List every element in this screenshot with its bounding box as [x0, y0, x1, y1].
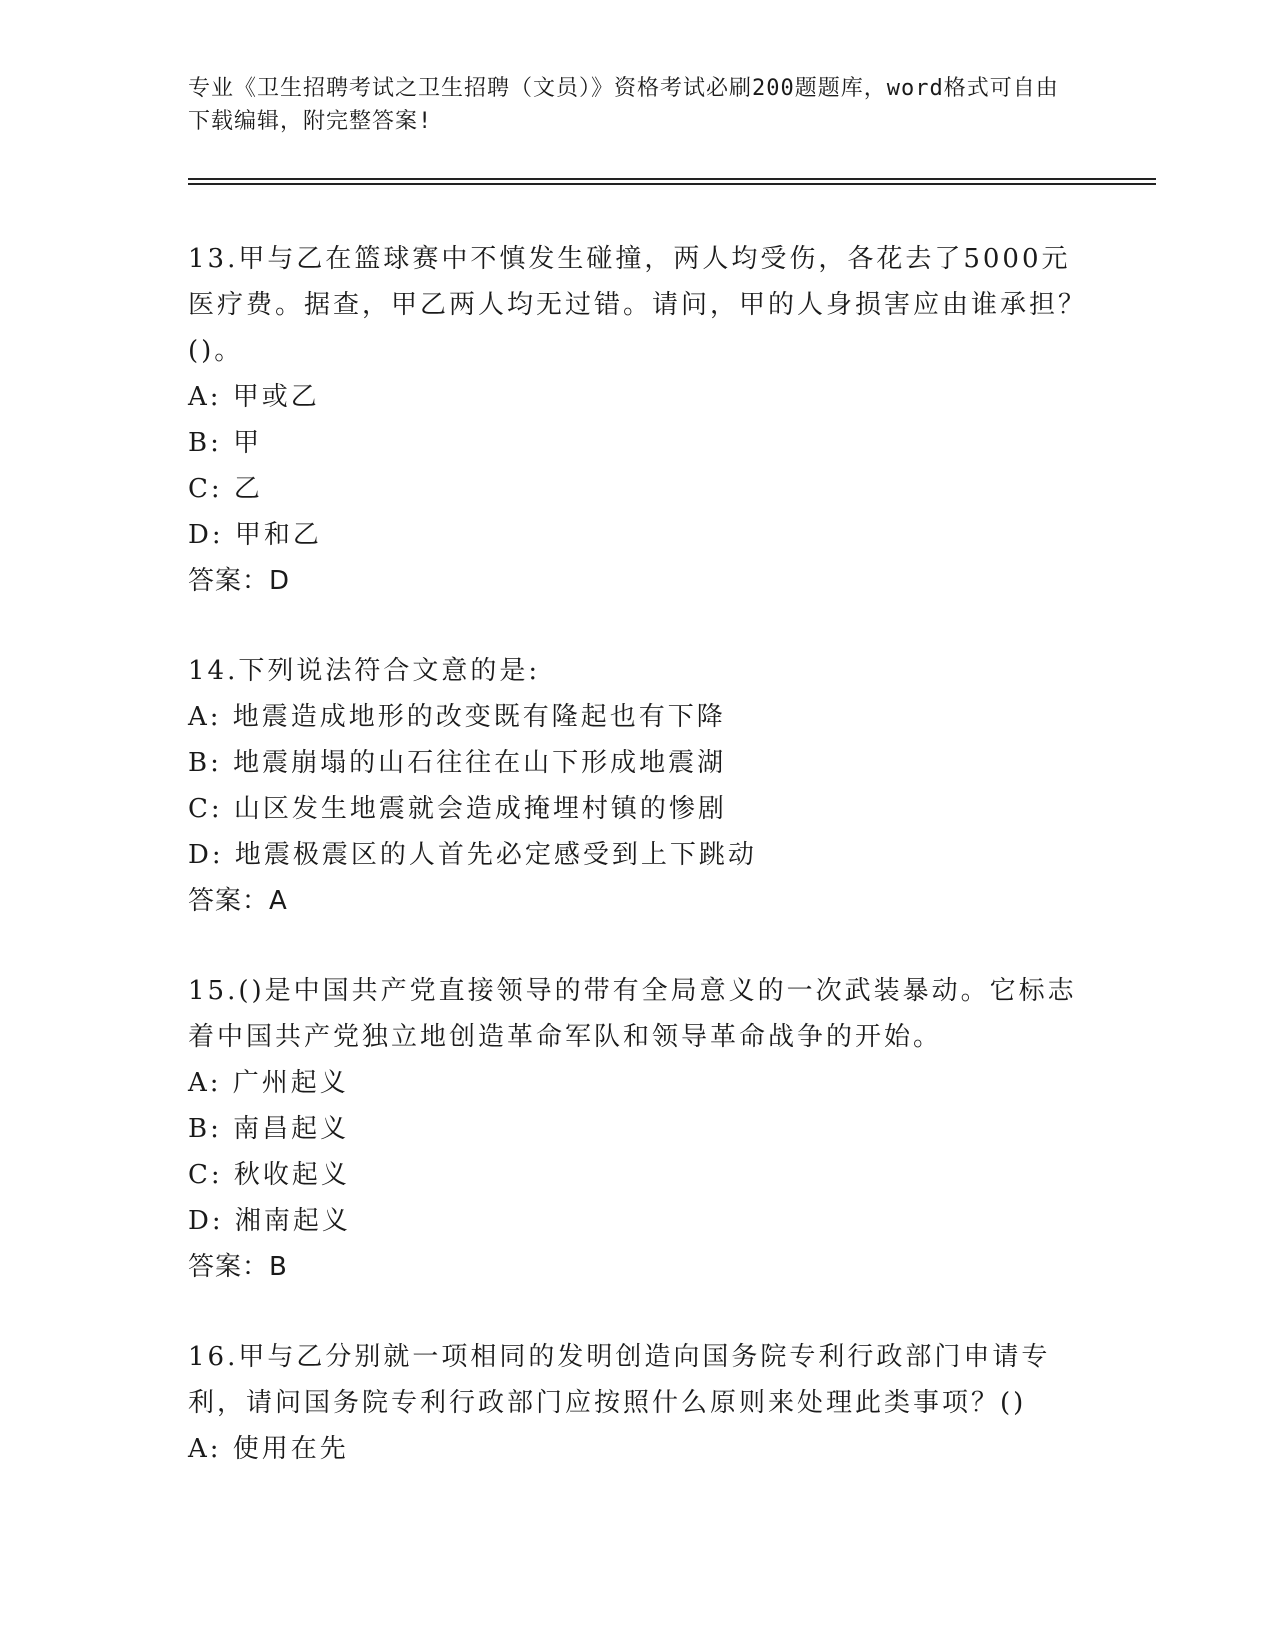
- question-14: [188, 648, 1088, 924]
- header-divider-bottom: [188, 183, 1156, 185]
- answer-line: 答案：A: [188, 886, 288, 916]
- option-d: D: 湘南起义: [188, 1206, 351, 1236]
- answer-line: 答案：B: [188, 1252, 288, 1282]
- option-d: D: 地震极震区的人首先必定感受到上下跳动: [188, 840, 757, 870]
- option-b: B: 甲: [188, 428, 263, 458]
- question-text: 13.甲与乙在篮球赛中不慎发生碰撞，两人均受伤，各花去了5000元医疗费。据查，甲乙两人均无过错。请问，甲的人身损害应由谁承担？()。: [188, 244, 1088, 366]
- option-a: A: 地震造成地形的改变既有隆起也有下降: [188, 702, 726, 732]
- question-13: [188, 236, 1088, 604]
- option-c: C: 山区发生地震就会造成掩埋村镇的惨剧: [188, 794, 727, 824]
- option-d: D: 甲和乙: [188, 520, 322, 550]
- document-header: [188, 72, 1068, 138]
- header-divider-top: [188, 178, 1156, 180]
- answer-line: 答案：D: [188, 566, 291, 596]
- option-b: B: 南昌起义: [188, 1114, 350, 1144]
- option-c: C: 秋收起义: [188, 1160, 350, 1190]
- question-16: [188, 1334, 1088, 1472]
- question-text: 15.()是中国共产党直接领导的带有全局意义的一次武装暴动。它标志着中国共产党独立地创造革命军队和领导革命战争的开始。: [188, 976, 1077, 1052]
- question-text: 16.甲与乙分别就一项相同的发明创造向国务院专利行政部门申请专利，请问国务院专利行政部门应按照什么原则来处理此类事项？(): [188, 1342, 1051, 1418]
- document-title: 专业《卫生招聘考试之卫生招聘（文员）》资格考试必刷200题题库，word格式可自由下载编辑，附完整答案!: [188, 76, 1059, 134]
- question-15: [188, 968, 1088, 1290]
- option-c: C: 乙: [188, 474, 263, 504]
- option-a: A: 使用在先: [188, 1434, 349, 1464]
- option-a: A: 广州起义: [188, 1068, 349, 1098]
- option-a: A: 甲或乙: [188, 382, 320, 412]
- question-text: 14.下列说法符合文意的是:: [188, 656, 541, 686]
- question-list: [188, 236, 1088, 1516]
- option-b: B: 地震崩塌的山石往往在山下形成地震湖: [188, 748, 727, 778]
